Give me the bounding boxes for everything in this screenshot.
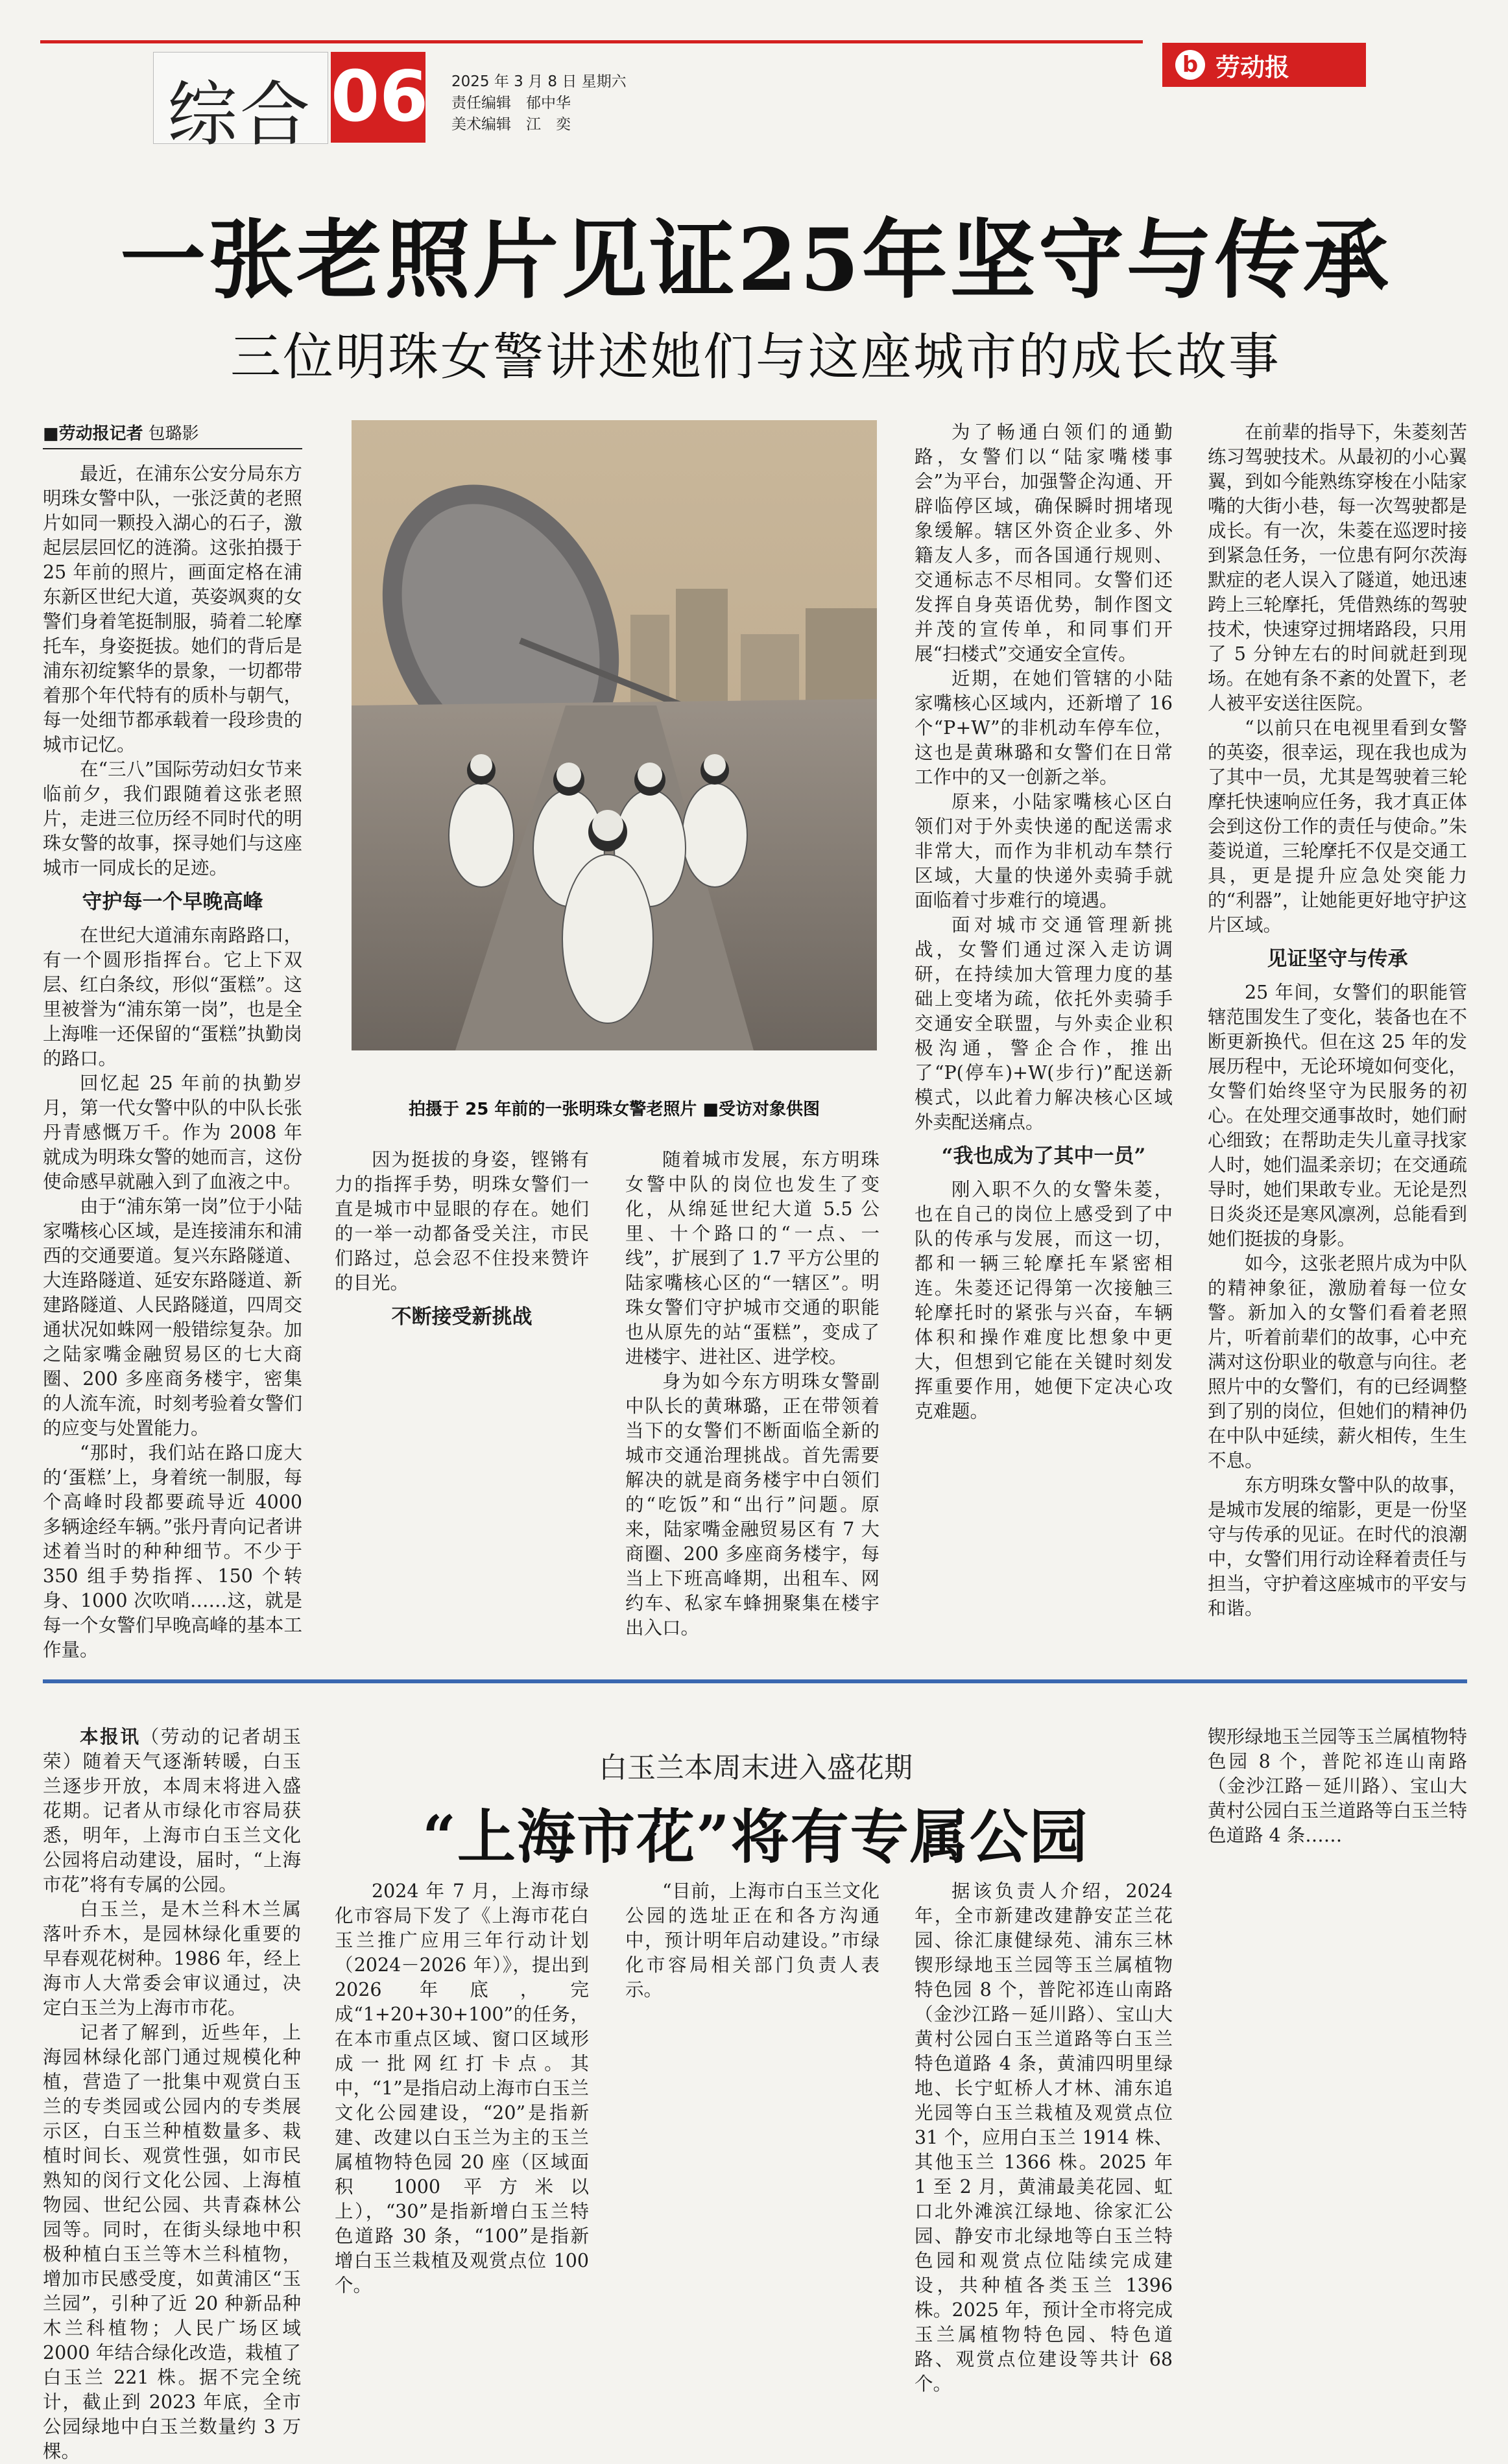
subhead: 不断接受新挑战 <box>391 1305 533 1329</box>
article-column-4 <box>915 420 1173 1633</box>
paragraph: 为了畅通白领们的通勤路，女警们以“陆家嘴楼事会”为平台，加强警企沟通、开辟临停区域，确保瞬时拥堵现象缓解。辖区外资企业多、外籍友人多，而各国通行规则、交通标志不尽相同。女警们还发挥自身英语优势，制作图文并茂的宣传单，和同事们开展“扫楼式”交通安全宣传。 <box>915 421 1173 665</box>
paragraph: 在前辈的指导下，朱菱刻苦练习驾驶技术。从最初的小心翼翼，到如今能熟练穿梭在小陆家嘴的大街小巷，每一次驾驶都是成长。有一次，朱菱在巡逻时接到紧急任务，一位患有阿尔茨海默症的老人误入了隧道，她迅速跨上三轮摩托，凭借熟练的驾驶技术，快速穿过拥堵路段，只用了 5 分钟左右的时间就赶到现场。在她有条不紊的处置下，老人被平安送往医院。 <box>1208 421 1467 714</box>
paragraph: 据该负责人介绍，2024 年，全市新建改建静安芷兰花园、徐汇康健绿苑、浦东三林锲形绿地玉兰园等玉兰属植物特色园 8 个，普陀祁连山南路（金沙江路－延川路）、宝山大黄村公园白玉兰道路等白玉兰特色道路 4 条，黄浦四明里绿地、长宁虹桥人才林、浦东追光园等白玉兰栽植及观赏点位 31 个，应用白玉兰 1914 株、其他玉兰 1366 株。2025 年 1 至 2 月，黄浦最美花园、虹口北外滩滨江绿地、徐家汇公园、静安市北绿地等白玉兰特色园和观赏点位陆续完成建设，共种植各类玉兰 1396 株。2025 年，预计全市将完成玉兰属植物特色园、特色道路、观赏点位建设等共计 68 个。 <box>915 1880 1173 2395</box>
art-editor: 美术编辑 江 奕 <box>451 116 571 133</box>
subhead: “我也成为了其中一员” <box>941 1144 1146 1168</box>
bottom-column-2 <box>335 1879 589 2296</box>
article-column-5 <box>1208 420 1467 1633</box>
photo-caption: 拍摄于 25 年前的一张明珠女警老照片 ■受访对象供图 <box>409 1100 820 1119</box>
lead-byline: （劳动的记者 <box>140 1726 263 1747</box>
paragraph: 东方明珠女警中队的故事，是城市发展的缩影，更是一份坚守与传承的见证。在时代的浪潮中，女警们用行动诠释着责任与担当，守护着这座城市的平安与和谐。 <box>1208 1475 1467 1619</box>
paragraph: 在“三八”国际劳动妇女节来临前夕，我们跟随着这张老照片，走进三位历经不同时代的明珠女警的故事，探寻她们与这座城市一同成长的足迹。 <box>43 759 302 879</box>
paragraph: 近期，在她们管辖的小陆家嘴核心区域内，还新增了 16 个“P+W”的非机动车停车位，这也是黄琳璐和女警们在日常工作中的又一创新之举。 <box>915 668 1173 788</box>
paragraph: 刚入职不久的女警朱菱，也在自己的岗位上感受到了中队的传承与发展，而这一切，都和一辆三轮摩托车紧密相连。朱菱还记得第一次接触三轮摩托时的紧张与兴奋，车辆体积和操作难度比想象中更大，但想到它能在关键时刻发挥重要作用，她便下定决心攻克难题。 <box>915 1179 1173 1422</box>
section-name: 综合 <box>167 75 313 156</box>
header-rule-right <box>429 40 1143 43</box>
paragraph: 最近，在浦东公安分局东方明珠女警中队，一张泛黄的老照片如同一颗投入湖心的石子，激起层层回忆的涟漪。这张拍摄于 25 年前的照片，画面定格在浦东新区世纪大道，英姿飒爽的女警们身着笔挺制服，骑着二轮摩托车，身姿挺拔。她们的背后是浦东初绽繁华的景象，一切都带着那个年代特有的质朴与朝气，每一处细节都承载着一段珍贵的城市记忆。 <box>43 463 302 755</box>
issue-date: 2025 年 3 月 8 日 星期六 <box>451 73 627 90</box>
paragraph: “那时，我们站在路口庞大的‘蛋糕’上，身着统一制服，每个高峰时段都要疏导近 4000 多辆途经车辆。”张丹青向记者讲述着当时的种种细节。不少于 350 组手势指挥、150 个转身、1000 次吹哨……这，就是每一个女警们早晚高峰的基本工作量。 <box>43 1442 302 1661</box>
paragraph: 面对城市交通管理新挑战，女警们通过深入走访调研，在持续加大管理力度的基础上变堵为疏，依托外卖骑手交通安全联盟，与外卖企业积极沟通，警企合作，推出了“P(停车)+W(步行)”配送新模式，以此着力解决核心区域外卖配送痛点。 <box>915 914 1173 1133</box>
bottom-headline: “上海市花”将有专属公园 <box>422 1803 1089 1871</box>
paragraph: 25 年间，女警们的职能管辖范围发生了变化，装备也在不断更新换代。但在这 25 年的发展历程中，无论环境如何变化，女警们始终坚守为民服务的初心。在处理交通事故时，她们耐心细致；在帮助走失儿童寻找家人时，她们温柔亲切；在交通疏导时，她们果敢专业。无论是烈日炎炎还是寒风凛冽，总能看到她们挺拔的身影。 <box>1208 982 1467 1250</box>
old-police-photo <box>352 420 877 1050</box>
paragraph: 由于“浦东第一岗”位于小陆家嘴核心区域，是连接浦东和浦西的交通要道。复兴东路隧道、大连路隧道、延安东路隧道、新建路隧道、人民路隧道，四周交通状况如蛛网一般错综复杂。加之陆家嘴金融贸易区的七大商圈、200 多座商务楼宇，密集的人流车流，时刻考验着女警们的应变与处置能力。 <box>43 1196 302 1439</box>
subhead: 见证坚守与传承 <box>1267 947 1408 971</box>
photo-illustration <box>352 420 877 1050</box>
edition-meta <box>451 71 627 136</box>
section-divider <box>43 1679 1467 1683</box>
sub-headline: 三位明珠女警讲述她们与这座城市的成长故事 <box>230 328 1281 386</box>
article-column-3 <box>625 1148 880 1639</box>
lead-label: 本报讯 <box>80 1726 141 1747</box>
lead-name: 胡玉荣） <box>43 1726 301 1772</box>
paragraph-continued: 锲形绿地玉兰园等玉兰属植物特色园 8 个，普陀祁连山南路（金沙江路－延川路）、宝山大黄村公园白玉兰道路等白玉兰特色道路 4 条…… <box>1208 1726 1467 1846</box>
subhead: 守护每一个早晚高峰 <box>82 890 263 914</box>
lead-paragraph <box>43 1725 301 1897</box>
main-headline: 一张老照片见证25年坚守与传承 <box>120 210 1391 311</box>
logo-icon: b <box>1175 50 1205 80</box>
newspaper-logo <box>1162 43 1366 87</box>
paragraph: 因为挺拔的身姿，铿锵有力的指挥手势，明珠女警们一直是城市中显眼的存在。她们的一举一动都备受关注，市民们路过，总会忍不住投来赞许的目光。 <box>335 1149 589 1294</box>
paragraph: 随着天气逐渐转暖，白玉兰逐步开放，本周末将进入盛花期。记者从市绿化市容局获悉，明年，上海市白玉兰文化公园将启动建设，届时，“上海市花”将有专属的公园。 <box>43 1751 301 1895</box>
paragraph: 2024 年 7 月，上海市绿化市容局下发了《上海市花白玉兰推广应用三年行动计划（2024－2026 年）》，提出到 2026 年底，完成“1+20+30+100”的任务，在本市重点区域、窗口区域形成一批网红打卡点。其中，“1”是指启动上海市白玉兰文化公园建设，“20”是指新建、改建以白玉兰为主的玉兰属植物特色园 20 座（区域面积 1000 平方米以上），“30”是指新增白玉兰特色道路 30 条，“100”是指新增白玉兰栽植及观赏点位 100 个。 <box>335 1880 589 2296</box>
paragraph: 白玉兰，是木兰科木兰属落叶乔木，是园林绿化重要的早春观花树种。1986 年，经上海市人大常委会审议通过，决定白玉兰为上海市市花。 <box>43 1899 301 2019</box>
page-number: 06 <box>331 52 425 143</box>
paragraph: 随着城市发展，东方明珠女警中队的岗位也发生了变化，从绵延世纪大道 5.5 公里、十个路口的“一点、一线”，扩展到了 1.7 平方公里的陆家嘴核心区的“一辖区”。明珠女警们守护城市交通的职能也从原先的站“蛋糕”，变成了进楼宇、进社区、进学校。 <box>625 1149 880 1368</box>
paragraph: 如今，这张老照片成为中队的精神象征，激励着每一位女警。新加入的女警们看着老照片，听着前辈们的故事，心中充满对这份职业的敬意与向往。老照片中的女警们，有的已经调整到了别的岗位，但她们的精神仍在中队中延续，薪火相传，生生不息。 <box>1208 1253 1467 1471</box>
responsible-editor: 责任编辑 郁中华 <box>451 95 571 112</box>
paragraph: 在世纪大道浦东南路路口，有一个圆形指挥台。它上下双层、红白条纹，形似“蛋糕”。这里被誉为“浦东第一岗”，也是全上海唯一还保留的“蛋糕”执勤岗的路口。 <box>43 925 302 1069</box>
paragraph: “以前只在电视里看到女警的英姿，很幸运，现在我也成为了其中一员，尤其是驾驶着三轮摩托快速响应任务，我才真正体会到这份工作的责任与使命。”朱菱说道，三轮摩托不仅是交通工具，更是提升应急处突能力的“利器”，让她能更好地守护这片区域。 <box>1208 717 1467 936</box>
bottom-column-3 <box>625 1879 880 2242</box>
bottom-column-1 <box>43 1725 301 2462</box>
byline-name: 包璐影 <box>148 424 199 444</box>
paragraph: 身为如今东方明珠女警副中队长的黄琳璐，正在带领着当下的女警们不断面临全新的城市交通治理挑战。首先需要解决的就是商务楼宇中白领们的“吃饭”和“出行”问题。原来，陆家嘴金融贸易区有 7 大商圈、200 多座商务楼宇，每当上下班高峰期，出租车、网约车、私家车蜂拥聚集在楼宇出入口。 <box>625 1371 880 1639</box>
bottom-kicker: 白玉兰本周末进入盛花期 <box>599 1751 913 1784</box>
article-column-2 <box>335 1148 589 1631</box>
paragraph: 记者了解到，近些年，上海园林绿化部门通过规模化种植，营造了一批集中观赏白玉兰的专类园或公园内的专类展示区，白玉兰种植数量多、栽植时间长、观赏性强，如市民熟知的闵行文化公园、上海植物园、世纪公园、共青森林公园等。同时，在街头绿地中积极种植白玉兰等木兰科植物，增加市民感受度，如黄浦区“玉兰园”，引种了近 20 种新品种木兰科植物；人民广场区域 2000 年结合绿化改造，栽植了白玉兰 221 株。据不完全统计，截止到 2023 年底，全市公园绿地中白玉兰数量约 3 万棵。 <box>43 2022 301 2462</box>
byline-label: ■劳动报记者 <box>43 424 143 444</box>
paragraph: 原来，小陆家嘴核心区白领们对于外卖快递的配送需求非常大，而作为非机动车禁行区域，大量的快递外卖骑手就面临着寸步难行的境遇。 <box>915 791 1173 911</box>
article-column-1 <box>43 462 302 1661</box>
bottom-column-5 <box>1208 1725 1467 2244</box>
logo-text: 劳动报 <box>1215 52 1290 82</box>
bottom-column-4 <box>915 1879 1173 2395</box>
byline <box>43 420 302 449</box>
paragraph: “目前，上海市白玉兰文化公园的选址正在和各方沟通中，预计明年启动建设。”市绿化市容局相关部门负责人表示。 <box>625 1880 880 2000</box>
paragraph: 回忆起 25 年前的执勤岁月，第一代女警中队的中队长张丹青感慨万千。作为 2008 年就成为明珠女警的她而言，这份使命感早就融入到了血液之中。 <box>43 1072 302 1192</box>
